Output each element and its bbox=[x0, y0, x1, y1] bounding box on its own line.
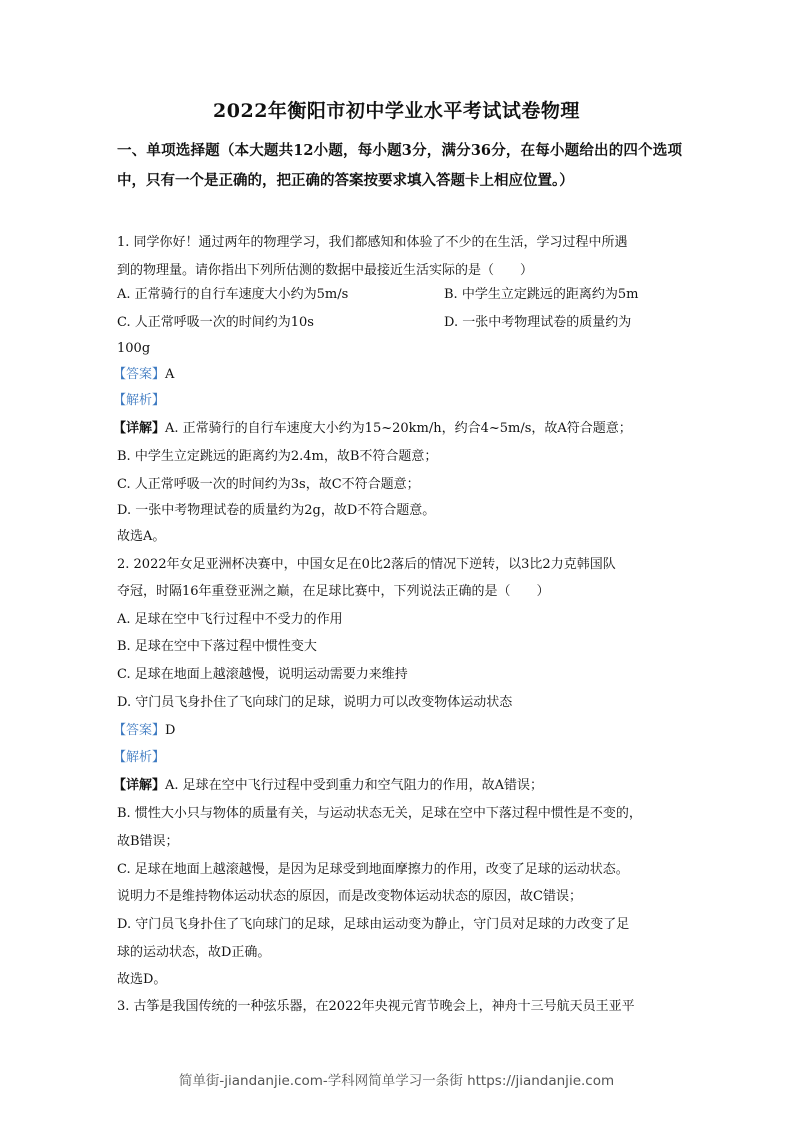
q1-analysis-label: 【解析】 bbox=[113, 393, 166, 408]
q2-detail-line-3: 故B错误； bbox=[117, 834, 179, 849]
q2-detail-line-1 bbox=[113, 777, 683, 795]
q2-detail-line-7: 球的运动状态，故D正确。 bbox=[117, 945, 271, 960]
q2-analysis-label: 【解析】 bbox=[113, 750, 166, 765]
q1-answer-row bbox=[113, 366, 683, 384]
answer-label: 【答案】 bbox=[113, 367, 166, 382]
q1-stem-line-1: 1. 同学你好！通过两年的物理学习，我们都感知和体验了不少的在生活，学习过程中所遇 bbox=[117, 235, 628, 250]
q2-option-d: D. 守门员飞身扑住了飞向球门的足球，说明力可以改变物体运动状态 bbox=[117, 695, 513, 710]
q1-detail-line-2: B. 中学生立定跳远的距离约为2.4m，故B不符合题意； bbox=[117, 449, 438, 464]
q2-detail-line-2: B. 惯性大小只与物体的质量有关，与运动状态无关，足球在空中下落过程中惯性是不变的， bbox=[117, 806, 642, 821]
q2-stem-line-2: 夺冠，时隔16年重登亚洲之巅，在足球比赛中，下列说法正确的是（ ） bbox=[117, 584, 550, 599]
q2-answer-row bbox=[113, 722, 683, 740]
q2-option-b: B. 足球在空中下落过程中惯性变大 bbox=[117, 639, 317, 654]
q1-detail-line-3: C. 人正常呼吸一次的时间约为3s，故C不符合题意； bbox=[117, 477, 420, 492]
page-title: 2022年衡阳市初中学业水平考试试卷物理 bbox=[213, 100, 580, 122]
section-heading: 一、单项选择题（本大题共12小题，每小题3分，满分36分，在每小题给出的四个选项中，只有一个是正确的，把正确的答案按要求填入答题卡上相应位置。） bbox=[117, 142, 682, 189]
detail-label: 【详解】 bbox=[113, 778, 166, 793]
q1-conclusion: 故选A。 bbox=[117, 529, 166, 544]
detail-label: 【详解】 bbox=[113, 421, 166, 436]
q2-detail-line-6: D. 守门员飞身扑住了飞向球门的足球，足球由运动变为静止，守门员对足球的力改变了足 bbox=[117, 917, 630, 932]
q1-option-a: A. 正常骑行的自行车速度大小约为5m/s bbox=[117, 287, 349, 302]
q2-detail-line-4: C. 足球在地面上越滚越慢，是因为足球受到地面摩擦力的作用，改变了足球的运动状态。 bbox=[117, 862, 629, 877]
answer-label: 【答案】 bbox=[113, 723, 166, 738]
q2-option-a: A. 足球在空中飞行过程中不受力的作用 bbox=[117, 612, 343, 627]
q2-option-c: C. 足球在地面上越滚越慢，说明运动需要力来维持 bbox=[117, 667, 408, 682]
q1-stem-line-2: 到的物理量。请你指出下列所估测的数据中最接近生活实际的是（ ） bbox=[117, 263, 534, 278]
q2-detail-text: A. 足球在空中飞行过程中受到重力和空气阻力的作用，故A错误； bbox=[165, 778, 544, 793]
q2-answer-value: D bbox=[165, 723, 176, 738]
q3-stem-line-1: 3. 古筝是我国传统的一种弦乐器，在2022年央视元宵节晚会上，神舟十三号航天员王亚平 bbox=[117, 999, 635, 1014]
footer-watermark: 简单街-jiandanjie.com-学科网简单学习一条街 https://jiandanjie.com bbox=[178, 1073, 615, 1089]
q1-option-c: C. 人正常呼吸一次的时间约为10s bbox=[117, 315, 314, 330]
q2-stem-line-1: 2. 2022年女足亚洲杯决赛中，中国女足在0比2落后的情况下逆转，以3比2力克韩国队 bbox=[117, 557, 616, 572]
q1-detail-line-4: D. 一张中考物理试卷的质量约为2g，故D不符合题意。 bbox=[117, 503, 436, 518]
q1-answer-value: A bbox=[165, 367, 175, 382]
q1-detail-text: A. 正常骑行的自行车速度大小约为15~20km/h，约合4~5m/s，故A符合题意； bbox=[165, 421, 632, 436]
q1-detail-line-1 bbox=[113, 420, 683, 438]
q1-option-b: B. 中学生立定跳远的距离约为5m bbox=[444, 287, 639, 302]
q2-detail-line-5: 说明力不是维持物体运动状态的原因，而是改变物体运动状态的原因，故C错误； bbox=[117, 889, 582, 904]
q1-option-d-continued: 100g bbox=[117, 341, 151, 356]
q1-option-d: D. 一张中考物理试卷的质量约为 bbox=[444, 315, 632, 330]
q2-conclusion: 故选D。 bbox=[117, 972, 167, 987]
